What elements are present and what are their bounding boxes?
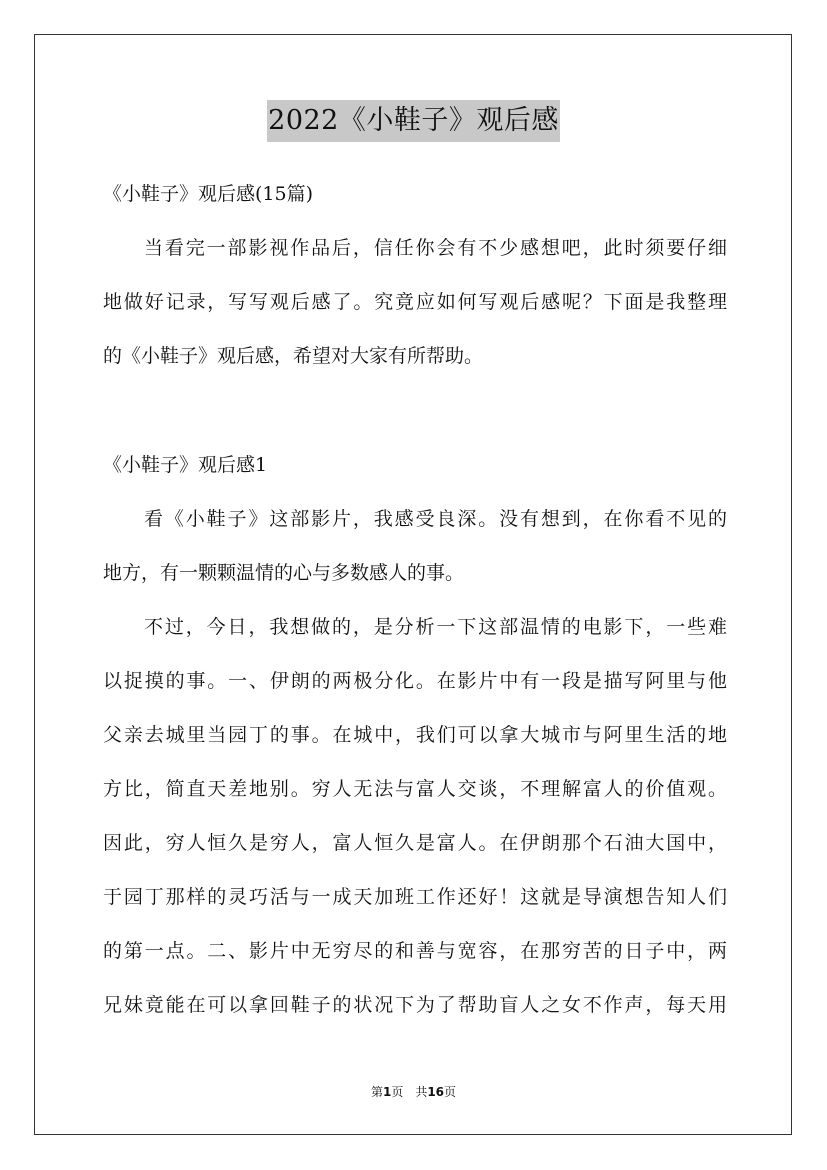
document-subtitle: 《小鞋子》观后感(15篇) bbox=[103, 183, 314, 205]
paragraph-line: 因此，穷人恒久是穷人，富人恒久是富人。在伊朗那个石油大国中， bbox=[103, 832, 727, 854]
paragraph-line: 父亲去城里当园丁的事。在城中，我们可以拿大城市与阿里生活的地 bbox=[103, 724, 727, 746]
footer-page-total: 16 bbox=[427, 1085, 445, 1099]
paragraph-line: 于园丁那样的灵巧活与一成天加班工作还好！这就是导演想告知人们 bbox=[103, 886, 727, 908]
section-heading: 《小鞋子》观后感1 bbox=[103, 454, 268, 476]
intro-line: 当看完一部影视作品后，信任你会有不少感想吧，此时须要仔细 bbox=[144, 237, 727, 259]
paragraph-line: 不过，今日，我想做的，是分析一下这部温情的电影下，一些难 bbox=[144, 616, 727, 638]
paragraph-line: 以捉摸的事。一、伊朗的两极分化。在影片中有一段是描写阿里与他 bbox=[103, 670, 727, 692]
page-footer bbox=[0, 1084, 827, 1100]
paragraph-line: 的第一点。二、影片中无穷尽的和善与宽容，在那穷苦的日子中，两 bbox=[103, 940, 727, 962]
paragraph-line: 方比，简直天差地别。穷人无法与富人交谈，不理解富人的价值观。 bbox=[103, 778, 727, 800]
title-container bbox=[0, 100, 827, 142]
footer-page-number: 1 bbox=[382, 1085, 392, 1099]
document-title: 2022《小鞋子》观后感 bbox=[267, 100, 560, 142]
paragraph-line: 地方，有一颗颗温情的心与多数感人的事。 bbox=[103, 562, 465, 584]
footer-page-suffix: 页 bbox=[444, 1085, 457, 1099]
intro-line: 的《小鞋子》观后感，希望对大家有所帮助。 bbox=[103, 345, 484, 367]
intro-line: 地做好记录，写写观后感了。究竟应如何写观后感呢？下面是我整理 bbox=[103, 291, 727, 313]
paragraph-line: 看《小鞋子》这部影片，我感受良深。没有想到，在你看不见的 bbox=[144, 508, 727, 530]
paragraph-line: 兄妹竟能在可以拿回鞋子的状况下为了帮助盲人之女不作声，每天用 bbox=[103, 994, 727, 1016]
footer-page-mid: 页 共 bbox=[391, 1085, 428, 1099]
footer-page-prefix: 第 bbox=[370, 1085, 383, 1099]
